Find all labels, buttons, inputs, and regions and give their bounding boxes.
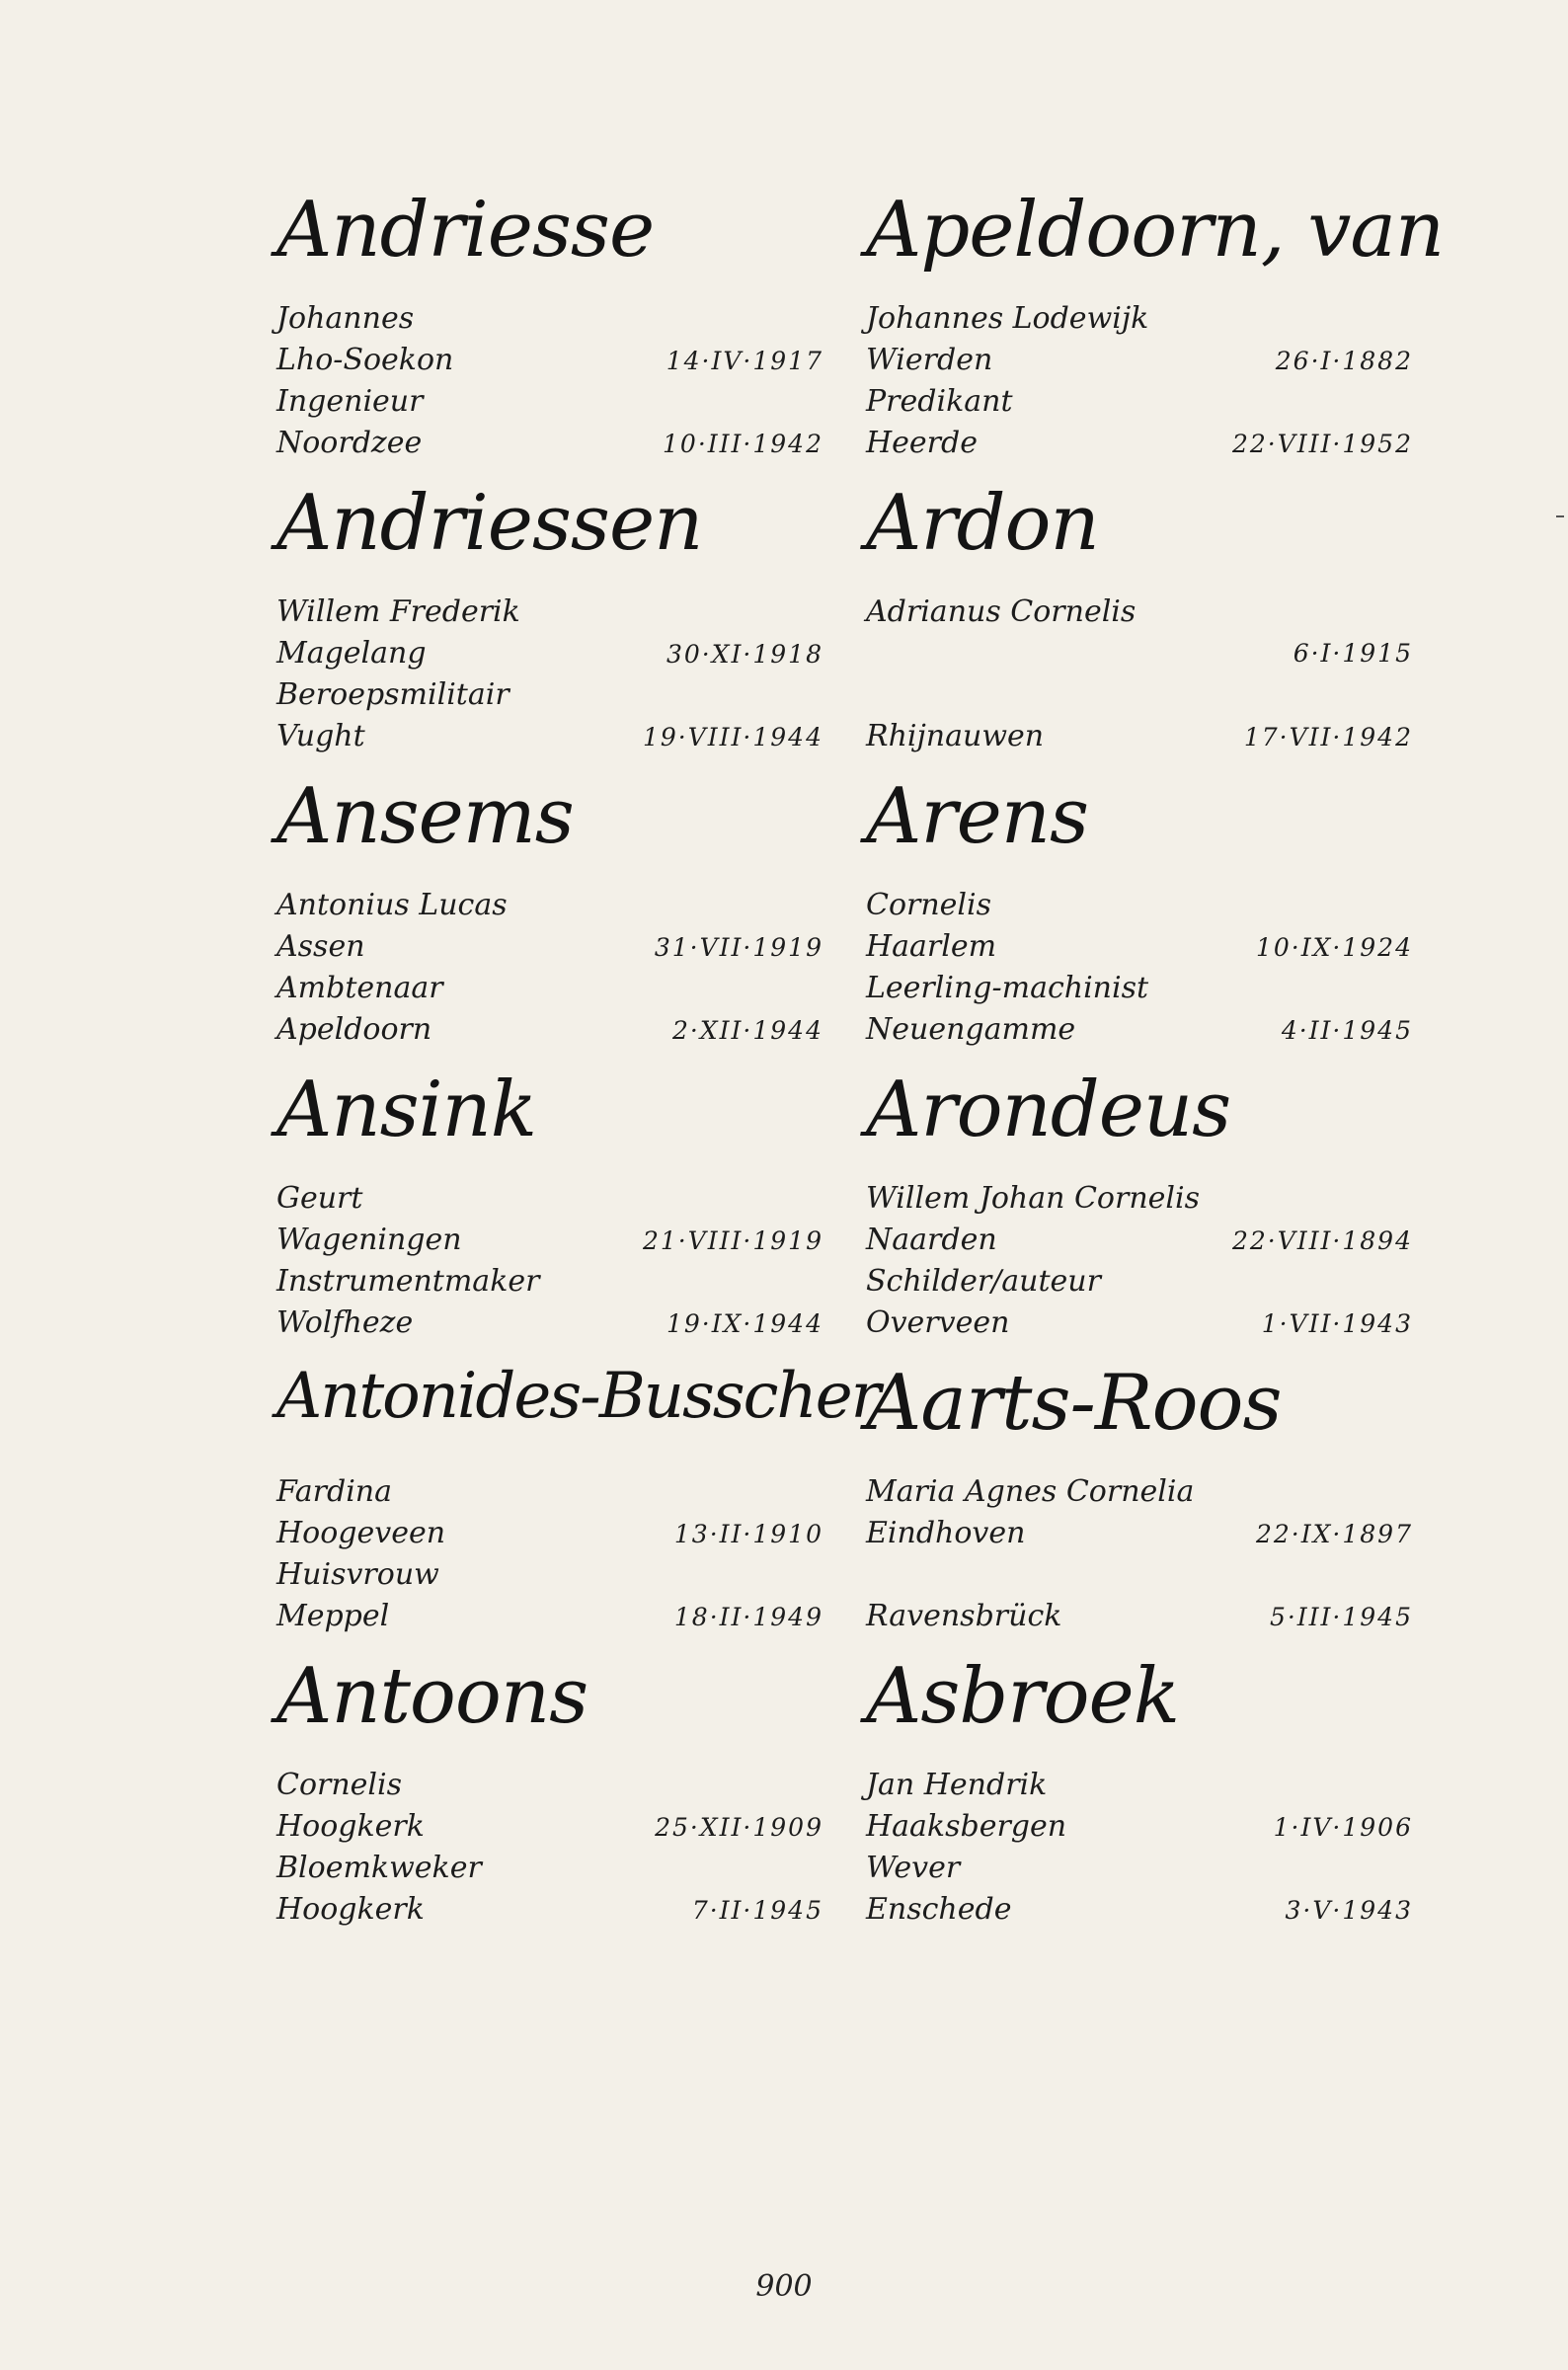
entry-surname: Arens [866, 772, 1089, 861]
given-names: Antonius Lucas [276, 888, 508, 922]
entry-surname: Andriessen [276, 479, 703, 568]
death-place: Hoogkerk [276, 1892, 425, 1927]
given-names: Geurt [276, 1181, 363, 1216]
memorial-entry [866, 481, 1419, 774]
given-names: Fardina [276, 1474, 393, 1509]
death-date: 19·VIII·1944 [642, 723, 823, 751]
given-names-row [276, 1178, 829, 1220]
birth-date: 22·VIII·1894 [1231, 1226, 1413, 1255]
memorial-entry [276, 188, 829, 481]
given-names: Cornelis [276, 1768, 403, 1802]
given-names-row [276, 885, 829, 926]
entry-surname: Antoons [276, 1652, 588, 1741]
birth-date: 21·VIII·1919 [642, 1226, 823, 1255]
given-names: Cornelis [866, 888, 992, 922]
birth-place: Eindhoven [866, 1516, 1026, 1550]
birth-place: Magelang [276, 636, 427, 671]
birth-place: Assen [276, 929, 365, 964]
death-place: Enschede [866, 1892, 1012, 1927]
death-place: Wolfheze [276, 1305, 414, 1340]
given-names-row [276, 1471, 829, 1513]
death-row [866, 716, 1419, 757]
death-row [866, 1596, 1419, 1637]
birth-row [866, 633, 1419, 674]
entry-surname: Arondeus [866, 1066, 1231, 1154]
entry-details [866, 298, 1419, 464]
death-place: Vught [276, 719, 365, 753]
occupation-row [866, 381, 1419, 423]
memorial-entry [276, 481, 829, 774]
death-date: 18·II·1949 [673, 1603, 823, 1631]
entry-details [866, 1178, 1419, 1344]
given-names: Johannes [276, 301, 415, 336]
right-column [866, 186, 1445, 1947]
occupation: Ingenieur [276, 384, 424, 419]
birth-row [276, 1220, 829, 1261]
occupation: Predikant [866, 384, 1013, 419]
birth-date: 6·I·1915 [1293, 639, 1413, 668]
death-row [866, 1889, 1419, 1931]
death-date: 5·III·1945 [1269, 1603, 1413, 1631]
death-row [276, 423, 829, 464]
given-names: Maria Agnes Cornelia [866, 1474, 1195, 1509]
death-place: Neuengamme [866, 1012, 1076, 1047]
given-names: Willem Johan Cornelis [866, 1181, 1200, 1216]
death-place: Heerde [866, 426, 978, 460]
death-place: Apeldoorn [276, 1012, 432, 1047]
memorial-entry [276, 1067, 829, 1361]
death-date: 7·II·1945 [691, 1896, 823, 1925]
death-date: 22·VIII·1952 [1231, 430, 1413, 458]
death-row [276, 1889, 829, 1931]
entry-details [276, 1178, 829, 1344]
occupation-row [276, 1554, 829, 1596]
occupation: Wever [866, 1851, 961, 1885]
occupation: Schilder/auteur [866, 1264, 1101, 1299]
birth-row [866, 926, 1419, 968]
birth-row [276, 1513, 829, 1554]
entry-details [866, 1765, 1419, 1931]
occupation-row [276, 1261, 829, 1303]
entry-surname: Apeldoorn, van [866, 186, 1445, 275]
birth-row [276, 1806, 829, 1848]
memorial-entry [866, 1654, 1419, 1947]
given-names: Johannes Lodewijk [866, 301, 1149, 336]
entry-details [276, 1765, 829, 1931]
birth-date: 31·VII·1919 [654, 933, 823, 962]
occupation-row [276, 674, 829, 716]
death-place: Noordzee [276, 426, 423, 460]
given-names-row [276, 298, 829, 340]
given-names-row [276, 1765, 829, 1806]
entry-surname: Ansink [276, 1066, 537, 1154]
given-names-row [866, 1765, 1419, 1806]
memorial-entry [276, 1654, 829, 1947]
entry-details [276, 1471, 829, 1637]
occupation-row [866, 1848, 1419, 1889]
page-number: 900 [755, 2269, 813, 2304]
death-date: 3·V·1943 [1285, 1896, 1413, 1925]
death-row [276, 1596, 829, 1637]
entry-details [866, 592, 1419, 757]
death-row [866, 423, 1419, 464]
birth-date: 25·XII·1909 [655, 1813, 823, 1842]
entry-surname: Ardon [866, 479, 1099, 568]
given-names-row [866, 1178, 1419, 1220]
page-edge-mark [1556, 515, 1564, 517]
death-place: Overveen [866, 1305, 1010, 1340]
occupation: Huisvrouw [276, 1557, 439, 1592]
entry-details [866, 885, 1419, 1051]
death-date: 19·IX·1944 [666, 1309, 823, 1338]
entry-details [276, 592, 829, 757]
birth-row [866, 340, 1419, 381]
given-names-row [866, 1471, 1419, 1513]
entry-details [276, 885, 829, 1051]
birth-date: 10·IX·1924 [1255, 933, 1413, 962]
birth-place: Haaksbergen [866, 1809, 1067, 1844]
memorial-entry [866, 774, 1419, 1067]
death-place: Meppel [276, 1599, 390, 1633]
birth-date: 14·IV·1917 [666, 347, 823, 375]
occupation: Beroepsmilitair [276, 677, 510, 712]
given-names: Willem Frederik [276, 594, 520, 629]
death-place: Ravensbrück [866, 1599, 1062, 1633]
occupation-row [276, 381, 829, 423]
given-names: Adrianus Cornelis [866, 594, 1137, 629]
occupation-row [866, 674, 1419, 716]
occupation-row [866, 968, 1419, 1009]
left-column [276, 186, 880, 1947]
death-place: Rhijnauwen [866, 719, 1045, 753]
death-row [866, 1009, 1419, 1051]
death-date: 10·III·1942 [663, 430, 823, 458]
birth-row [866, 1513, 1419, 1554]
entry-details [276, 298, 829, 464]
birth-row [276, 926, 829, 968]
birth-date: 13·II·1910 [673, 1520, 823, 1548]
given-names-row [276, 592, 829, 633]
occupation-row [276, 1848, 829, 1889]
occupation-row [866, 1554, 1419, 1596]
birth-date: 22·IX·1897 [1255, 1520, 1413, 1548]
occupation: Bloemkweker [276, 1851, 482, 1885]
birth-place: Wageningen [276, 1223, 462, 1257]
entry-surname: Asbroek [866, 1652, 1179, 1741]
entry-surname: Andriesse [276, 186, 655, 275]
birth-place: Lho-Soekon [276, 343, 454, 377]
memorial-entry [866, 186, 1445, 481]
entry-details [866, 1471, 1419, 1637]
memorial-entry [866, 1361, 1419, 1654]
death-row [276, 716, 829, 757]
birth-place: Hoogeveen [276, 1516, 446, 1550]
birth-place: Naarden [866, 1223, 997, 1257]
birth-date: 1·IV·1906 [1273, 1813, 1413, 1842]
memorial-entry [276, 774, 829, 1067]
birth-row [866, 1220, 1419, 1261]
death-row [276, 1303, 829, 1344]
death-date: 1·VII·1943 [1261, 1309, 1413, 1338]
given-names-row [866, 592, 1419, 633]
memorial-entry [276, 1360, 880, 1654]
occupation: Instrumentmaker [276, 1264, 540, 1299]
occupation: Ambtenaar [276, 971, 443, 1005]
birth-place: Wierden [866, 343, 993, 377]
occupation: Leerling-machinist [866, 971, 1149, 1005]
birth-row [276, 340, 829, 381]
occupation-row [276, 968, 829, 1009]
given-names-row [866, 298, 1419, 340]
birth-place: Haarlem [866, 929, 997, 964]
death-date: 2·XII·1944 [672, 1016, 823, 1045]
death-row [276, 1009, 829, 1051]
given-names-row [866, 885, 1419, 926]
birth-place: Hoogkerk [276, 1809, 425, 1844]
entry-surname: Antonides-Busscher [276, 1360, 880, 1433]
death-date: 4·II·1945 [1281, 1016, 1413, 1045]
memorial-entry [866, 1067, 1419, 1361]
entry-surname: Ansems [276, 772, 574, 861]
death-date: 17·VII·1942 [1243, 723, 1413, 751]
birth-date: 30·XI·1918 [666, 640, 823, 669]
birth-row [866, 1806, 1419, 1848]
entry-surname: Aarts-Roos [866, 1359, 1282, 1448]
death-row [866, 1303, 1419, 1344]
given-names: Jan Hendrik [866, 1768, 1048, 1802]
occupation-row [866, 1261, 1419, 1303]
birth-date: 26·I·1882 [1275, 347, 1413, 375]
birth-row [276, 633, 829, 674]
